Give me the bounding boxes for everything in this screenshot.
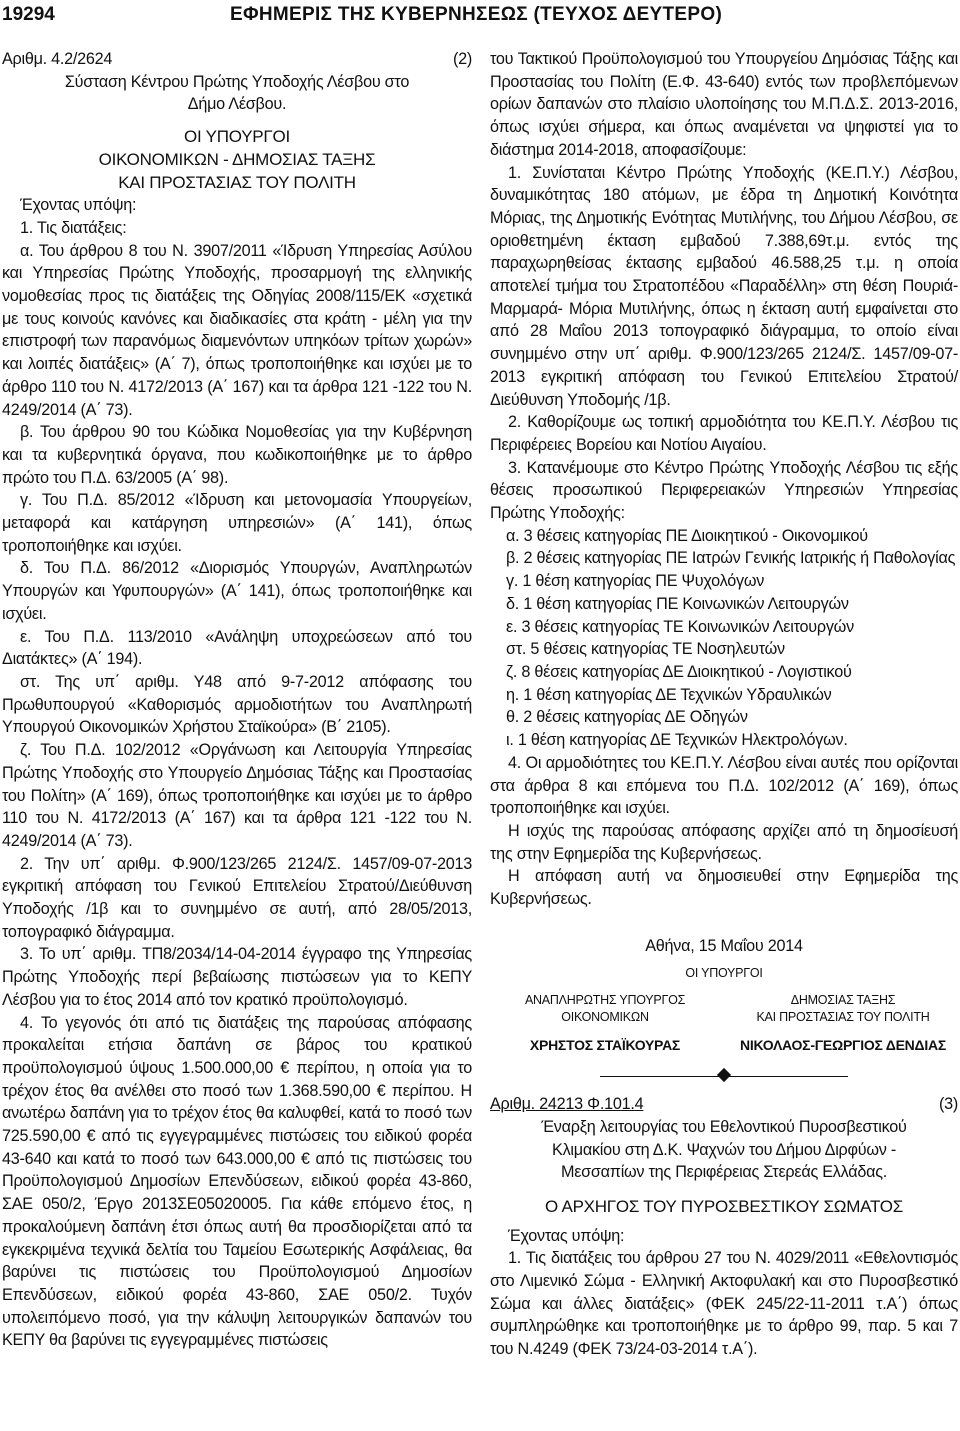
consideration-3: 3. Το υπ΄ αριθμ. ΤΠ8/2034/14-04-2014 έγγραφο της Υπηρεσίας Πρώτης Υποδοχής περί βεβαίωσης πιστώσεων για το ΚΕΠΥ Λέσβου για το έτος 2014 από τον κρατικό προϋπολογισμό. bbox=[2, 945, 472, 1009]
decision-2-marker: (2) bbox=[452, 50, 472, 68]
signatory-2-role: ΔΗΜΟΣΙΑΣ ΤΑΞΗΣ bbox=[790, 993, 896, 1008]
signatory-names-row bbox=[490, 1034, 958, 1057]
position-item: γ. 1 θέση κατηγορίας ΠΕ Ψυχολόγων bbox=[506, 572, 765, 591]
position-item: ι. 1 θέση κατηγορίας ΔΕ Τεχνικών Ηλεκτρολόγων. bbox=[506, 731, 848, 750]
decision-2-title-line: Δήμο Λέσβου. bbox=[187, 95, 287, 114]
validity-clause: Η ισχύς της παρούσας απόφασης αρχίζει από τη δημοσίευσή της στην Εφημερίδα της Κυβερνήσεως. bbox=[490, 821, 958, 863]
position-item: ε. 3 θέσεις κατηγορίας ΤΕ Κοινωνικών Λειτουργών bbox=[506, 617, 854, 636]
item-1-label: 1. Τις διατάξεις: bbox=[20, 218, 127, 237]
decision-3-considering-label: Έχοντας υπόψη: bbox=[508, 1226, 625, 1245]
article-3: 3. Κατανέμουμε στο Κέντρο Πρώτης Υποδοχής Λέσβου τις εξής θέσεις προσωπικού Περιφερειακών Υπηρεσιών Υπηρεσίας Πρώτης Υποδοχής: bbox=[490, 458, 958, 523]
position-item: δ. 1 θέση κατηγορίας ΠΕ Κοινωνικών Λειτουργών bbox=[506, 594, 849, 613]
provision-zeta: ζ. Του Π.Δ. 102/2012 «Οργάνωση και Λειτουργία Υπηρεσίας Πρώτης Υποδοχής στο Υπουργείο Δημόσιας Τάξης και Προστασίας του Πολίτη» (Α΄ 169), όπως τροποποιήθηκε και ισχύει με το άρθρο 110 του Ν. 4172/2013 (Α΄ 167) και τα άρθρα 121 -122 του Ν. 4249/2014 (Α΄ 73). bbox=[2, 741, 472, 850]
section-divider bbox=[490, 1069, 958, 1083]
article-2: 2. Καθορίζουμε ως τοπική αρμοδιότητα του ΚΕ.Π.Υ. Λέσβου τις Περιφέρειες Βορείου και Νοτίου Αιγαίου. bbox=[490, 413, 958, 454]
article-1: 1. Συνίσταται Κέντρο Πρώτης Υποδοχής (ΚΕ.Π.Υ.) Λέσβου, δυναμικότητας 180 ατόμων, με έδρα τη Δημοτική Κοινότητα Μόριας, της Δημοτικής Ενότητας Μυτιλήνης, του Δήμου Λέσβου, σε οριοθετημένη έκταση εμβαδού 7.388,69τ.μ. εντός της παραχωρηθείσας έκτασης εμβαδού 46.588,25 τ.μ. η οποία αποτελεί τμήμα του Στρατοπέδου «Παραδέλλη» στη θέση Πουριά- Μαρμαρά- Μόρια Μυτιλήνης, όπως η έκταση αυτή εμφαίνεται στο από 28 Μαΐου 2013 τοπογραφικό διάγραμμα, το οποίο είναι συνημμένο στην υπ΄ αριθμ. Φ.900/123/265 2124/Σ. 1457/09-07-2013 εγκριτική απόφαση του Γενικού Επιτελείου Στρατού/Διεύθυνση Υποδομής /1β. bbox=[490, 163, 958, 409]
signatories-row bbox=[490, 992, 958, 1026]
signatory-1-role: ΑΝΑΠΛΗΡΩΤΗΣ ΥΠΟΥΡΓΟΣ bbox=[524, 993, 686, 1008]
right-column bbox=[490, 48, 958, 1361]
decision-2-title-line: Σύσταση Κέντρου Πρώτης Υποδοχής Λέσβου στο bbox=[64, 72, 410, 91]
signatory-2 bbox=[728, 992, 958, 1026]
decision-3-authority: Ο ΑΡΧΗΓΟΣ ΤΟΥ ΠΥΡΟΣΒΕΣΤΙΚΟΥ ΣΩΜΑΤΟΣ bbox=[544, 1196, 904, 1216]
signatory-1 bbox=[490, 992, 720, 1026]
signatory-2-name: ΝΙΚΟΛΑΟΣ-ΓΕΩΡΓΙΟΣ ΔΕΝΔΙΑΣ bbox=[739, 1037, 946, 1054]
signatories-header: ΟΙ ΥΠΟΥΡΓΟΙ bbox=[685, 966, 763, 981]
decision-2-authority-line: ΟΙΚΟΝΟΜΙΚΩΝ - ΔΗΜΟΣΙΑΣ ΤΑΞΗΣ bbox=[98, 149, 376, 169]
decision-3-number: Αριθμ. 24213 Φ.101.4 bbox=[490, 1095, 644, 1114]
decision-3-title-line: Μεσσαπίων της Περιφέρειας Στερεάς Ελλάδας. bbox=[560, 1163, 888, 1182]
position-item: στ. 5 θέσεις κατηγορίας ΤΕ Νοσηλευτών bbox=[506, 640, 785, 659]
provision-gamma: γ. Του Π.Δ. 85/2012 «Ίδρυση και μετονομασία Υπουργείων, μεταφορά και κατάργηση υπηρεσιών» (Α΄ 141), όπως τροποποιήθηκε και ισχύει. bbox=[2, 491, 472, 555]
budget-continuation: του Τακτικού Προϋπολογισμού του Υπουργείου Δημόσιας Τάξης και Προστασίας του Πολίτη (Ε.Φ. 43-640) εντός των προβλεπόμενων ορίων δαπανών στο πλαίσιο υλοποίησης του Μ.Π.Δ.Σ. 2013-2016, όπως ισχύει σήμερα, και όπως αναμένεται να ψηφιστεί για το διάστημα 2014-2018, αποφασίζουμε: bbox=[490, 50, 958, 159]
position-item: η. 1 θέση κατηγορίας ΔΕ Τεχνικών Υδραυλικών bbox=[506, 685, 832, 704]
signatory-1-role: ΟΙΚΟΝΟΜΙΚΩΝ bbox=[561, 1010, 649, 1025]
diamond-ornament-icon bbox=[717, 1068, 731, 1082]
provision-st: στ. Της υπ΄ αριθμ. Υ48 από 9-7-2012 απόφασης του Πρωθυπουργού «Καθορισμός αρμοδιοτήτων του Αναπληρωτή Υπουργού Οικονομικών Χρήστου Σταϊκούρα» (Β΄ 2105). bbox=[2, 672, 472, 737]
provision-alpha: α. Του άρθρου 8 του Ν. 3907/2011 «Ίδρυση Υπηρεσίας Ασύλου και Υπηρεσίας Πρώτης Υποδοχής, προσαρμογή της ελληνικής νομοθεσίας προς τις διατάξεις της Οδηγίας 2008/115/ΕΚ «σχετικά με τους κοινούς κανόνες και διαδικασίες στα κράτη - μέλη για την επιστροφή των παρανόμως διαμενόντων υπηκόων τρίτων χωρών» και λοιπές διατάξεις» (Α΄ 7), όπως τροποποιήθηκε και ισχύει με το άρθρο 110 του Ν. 4172/2013 (Α΄ 167) και τα άρθρα 121 -122 του Ν. 4249/2014 (Α΄ 73). bbox=[2, 241, 472, 419]
position-item: α. 3 θέσεις κατηγορίας ΠΕ Διοικητικού - Οικονομικού bbox=[506, 526, 868, 545]
left-column bbox=[2, 48, 472, 1352]
decision-2-number: Αριθμ. 4.2/2624 bbox=[2, 50, 113, 68]
publication-clause: Η απόφαση αυτή να δημοσιευθεί στην Εφημερίδα της Κυβερνήσεως. bbox=[490, 867, 958, 909]
decision-3-title-line: Κλιμακίου στη Δ.Κ. Ψαχνών του Δήμου Διρφύων - bbox=[552, 1140, 896, 1159]
considering-label: Έχοντας υπόψη: bbox=[20, 196, 137, 215]
date-place: Αθήνα, 15 Μαΐου 2014 bbox=[645, 936, 803, 955]
decision-2-authority-line: ΚΑΙ ΠΡΟΣΤΑΣΙΑΣ ΤΟΥ ΠΟΛΙΤΗ bbox=[118, 172, 356, 192]
position-item: β. 2 θέσεις κατηγορίας ΠΕ Ιατρών Γενικής Ιατρικής ή Παθολογίας bbox=[506, 549, 956, 568]
signatory-2-role: ΚΑΙ ΠΡΟΣΤΑΣΙΑΣ ΤΟΥ ΠΟΛΙΤΗ bbox=[756, 1010, 930, 1025]
provision-delta: δ. Του Π.Δ. 86/2012 «Διορισμός Υπουργών, Αναπληρωτών Υπουργών και Υφυπουργών» (Α΄ 141), όπως τροποποιήθηκε και ισχύει. bbox=[2, 559, 472, 623]
gazette-title: ΕΦΗΜΕΡΙΣ ΤΗΣ ΚΥΒΕΡΝΗΣΕΩΣ (ΤΕΥΧΟΣ ΔΕΥΤΕΡΟ) bbox=[230, 4, 723, 25]
decision-3-number-line bbox=[490, 1093, 958, 1116]
provision-epsilon: ε. Του Π.Δ. 113/2010 «Ανάληψη υποχρεώσεων από του Διατάκτες» (Α΄ 194). bbox=[2, 627, 472, 669]
position-item: ζ. 8 θέσεις κατηγορίας ΔΕ Διοικητικού - Λογιστικού bbox=[506, 662, 852, 681]
decision-2-authority-line: ΟΙ ΥΠΟΥΡΓΟΙ bbox=[184, 127, 290, 147]
page-header bbox=[0, 0, 960, 30]
consideration-2: 2. Την υπ΄ αριθμ. Φ.900/123/265 2124/Σ. 1457/09-07-2013 εγκριτική απόφαση του Γενικού Επιτελείου Στρατού/Διεύθυνση Υποδοχής /1β και το συνημμένο σε αυτή, από 28/05/2013, τοπογραφικό διάγραμμα. bbox=[2, 854, 472, 941]
provision-beta: β. Του άρθρου 90 του Κώδικα Νομοθεσίας για την Κυβέρνηση και τα κυβερνητικά όργανα, που κωδικοποιήθηκε με το άρθρο πρώτο του Π.Δ. 63/2005 (Α΄ 98). bbox=[2, 423, 472, 487]
decision-3-title-line: Έναρξη λειτουργίας του Εθελοντικού Πυροσβεστικού bbox=[541, 1117, 907, 1136]
decision-3-item-1: 1. Τις διατάξεις του άρθρου 27 του Ν. 4029/2011 «Εθελοντισμός στο Λιμενικό Σώμα - Ελληνική Ακτοφυλακή και στο Πυροσβεστικό Σώμα και άλλες διατάξεις» (ΦΕΚ 245/22-11-2011 τ.Α΄) όπως συμπληρώθηκε και τροποποιήθηκε με το άρθρο 99, παρ. 5 και 7 του Ν.4249 (ΦΕΚ 73/24-03-2014 τ.Α΄). bbox=[490, 1249, 958, 1359]
decision-3-marker: (3) bbox=[938, 1095, 958, 1114]
article-4: 4. Οι αρμοδιότητες του ΚΕ.Π.Υ. Λέσβου είναι αυτές που ορίζονται στα άρθρα 8 και επόμενα του Π.Δ. 102/2012 (Α΄ 169), όπως τροποποιήθηκε και ισχύει. bbox=[490, 753, 958, 818]
signatory-1-name: ΧΡΗΣΤΟΣ ΣΤΑΪΚΟΥΡΑΣ bbox=[529, 1037, 681, 1054]
page-number: 19294 bbox=[2, 4, 55, 25]
position-item: θ. 2 θέσεις κατηγορίας ΔΕ Οδηγών bbox=[506, 708, 748, 727]
decision-2-number-line bbox=[2, 48, 472, 71]
consideration-4: 4. Το γεγονός ότι από τις διατάξεις της παρούσας απόφασης προκαλείται ετήσια δαπάνη σε βάρος του κρατικού προϋπολογισμού ύψους 1.500.000,00 € περίπου, η οποία για το τρέχον έτος θα ανέλθει στο ποσό των 1.368.590,00 € περίπου. Η ανωτέρω δαπάνη για το τρέχον έτος θα καλυφθεί, κατά το ποσό των 725.590,00 € από τις εγγεγραμμένες πιστώσεις του ειδικού φορέα 43-640 και κατά το ποσό των 643.000,00 € από τις πιστώσεις του Προϋπολογισμού Δημοσίων Επενδύσεων, ειδικού φορέα 43-860, ΣΑΕ 050/2, Έργο 2013ΣΕ05020005. Για κάθε επόμενο έτος, η προκαλούμενη δαπάνη έτσι όπως αυτή θα προσδιορίζεται από τα εγκεκριμένα τεχνικά δελτία του Ταμείου Εσωτερικής Ασφάλειας, θα βαρύνει τις πιστώσεις του Προϋπολογισμού Δημοσίων Επενδύσεων, ειδικού φορέα 43-860, ΣΑΕ 050/2. Τυχόν υπολειπόμενο ποσό, για την κάλυψη λειτουργικών δαπανών του ΚΕΠΥ θα βαρύνει τις εγγεγραμμένες πιστώσεις bbox=[2, 1013, 472, 1350]
